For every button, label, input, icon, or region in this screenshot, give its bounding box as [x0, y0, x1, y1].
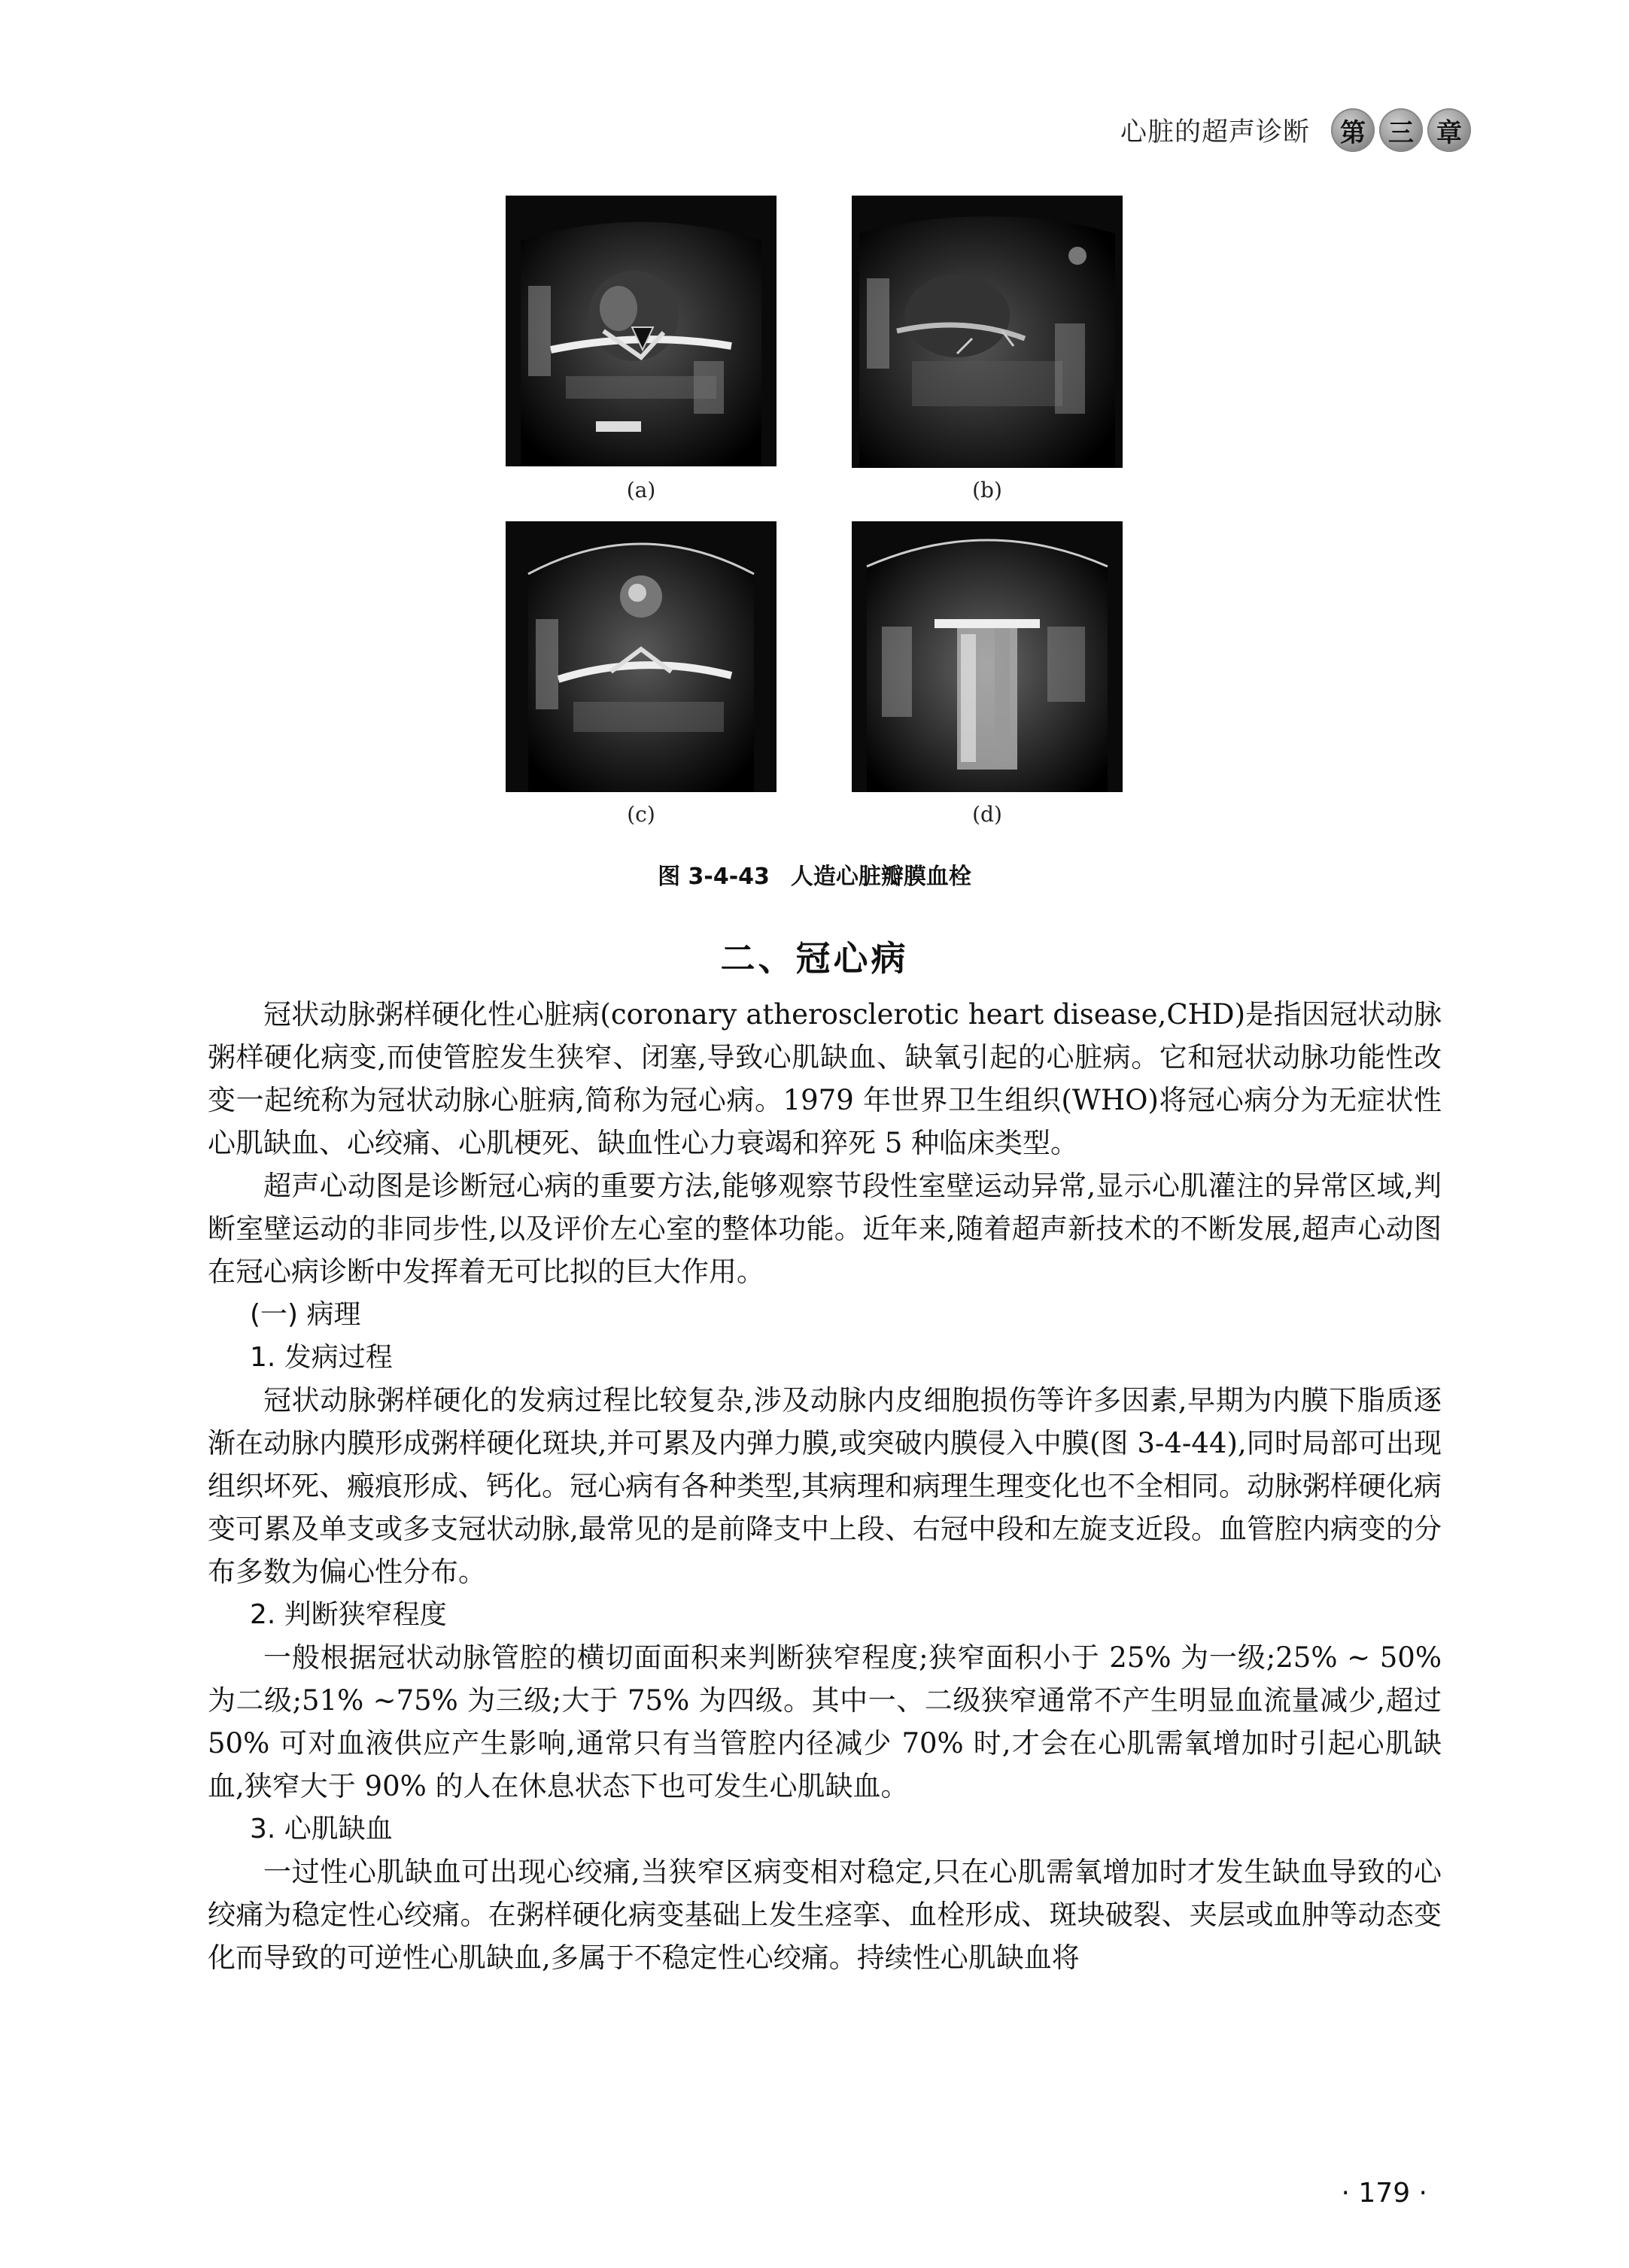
running-header	[1120, 104, 1471, 156]
running-title: 心脏的超声诊断	[1120, 117, 1310, 147]
panel-label-c: (c)	[627, 802, 655, 827]
paragraph-1: 冠状动脉粥样硬化性心脏病(coronary atherosclerotic heart disease,CHD)是指因冠状动脉粥样硬化病变,而使管腔发生狭窄、闭塞,导致心肌缺血、缺氧引起的心脏病。它和冠状动脉功能性改变一起统称为冠状动脉心脏病,简称为冠心病。1979 年世界卫生组织(WHO)将冠心病分为无症状性心肌缺血、心绞痛、心肌梗死、缺血性心力衰竭和猝死 5 种临床类型。	[208, 998, 1442, 1159]
paragraph-5: 一过性心肌缺血可出现心绞痛,当狭窄区病变相对稳定,只在心肌需氧增加时才发生缺血导致的心绞痛为稳定性心绞痛。在粥样硬化病变基础上发生痉挛、血栓形成、斑块破裂、夹层或血肿等动态变化而导致的可逆性心肌缺血,多属于不稳定性心绞痛。持续性心肌缺血将	[208, 1856, 1442, 1974]
heading-pathology: (一) 病理	[250, 1299, 361, 1330]
chapter-char-1: 第	[1331, 108, 1375, 152]
paragraph-2: 超声心动图是诊断冠心病的重要方法,能够观察节段性室壁运动异常,显示心肌灌注的异常区域,判断室壁运动的非同步性,以及评价左心室的整体功能。近年来,随着超声新技术的不断发展,超声心动图在冠心病诊断中发挥着无可比拟的巨大作用。	[208, 1170, 1442, 1288]
page-number: · 179 ·	[1341, 2178, 1427, 2209]
ultrasound-image-c	[506, 521, 777, 792]
chapter-char-3: 章	[1427, 108, 1471, 152]
heading-ischemia: 3. 心肌缺血	[250, 1814, 393, 1844]
section-title: 二、冠心病	[720, 938, 909, 979]
heading-process: 1. 发病过程	[250, 1342, 393, 1373]
paragraph-4: 一般根据冠状动脉管腔的横切面面积来判断狭窄程度;狭窄面积小于 25% 为一级;25% ~ 50% 为二级;51% ~75% 为三级;大于 75% 为四级。其中一、二级狭窄通常不产生明显血流量减少,超过 50% 可对血液供应产生影响,通常只有当管腔内径减少 70% 时,才会在心肌需氧增加时引起心肌缺血,狭窄大于 90% 的人在休息状态下也可发生心肌缺血。	[208, 1641, 1442, 1802]
chapter-badge	[1331, 108, 1471, 152]
heading-stenosis: 2. 判断狭窄程度	[250, 1599, 447, 1630]
panel-label-b: (b)	[972, 478, 1002, 502]
figure-caption	[0, 858, 1629, 891]
figure-caption-text: 人造心脏瓣膜血栓	[790, 864, 971, 890]
ultrasound-image-d	[852, 521, 1123, 792]
chapter-char-2: 三	[1379, 108, 1423, 152]
body-text	[208, 993, 1442, 1979]
ultrasound-image-b	[852, 196, 1123, 468]
paragraph-3: 冠状动脉粥样硬化的发病过程比较复杂,涉及动脉内皮细胞损伤等许多因素,早期为内膜下脂质逐渐在动脉内膜形成粥样硬化斑块,并可累及内弹力膜,或突破内膜侵入中膜(图 3-4-44),同时局部可出现组织坏死、瘢痕形成、钙化。冠心病有各种类型,其病理和病理生理变化也不全相同。动脉粥样硬化病变可累及单支或多支冠状动脉,最常见的是前降支中上段、右冠中段和左旋支近段。血管腔内病变的分布多数为偏心性分布。	[208, 1384, 1442, 1588]
panel-label-a: (a)	[626, 478, 656, 502]
figure-number: 图 3-4-43	[658, 864, 770, 890]
panel-label-d: (d)	[972, 802, 1002, 827]
ultrasound-image-a	[506, 196, 777, 466]
